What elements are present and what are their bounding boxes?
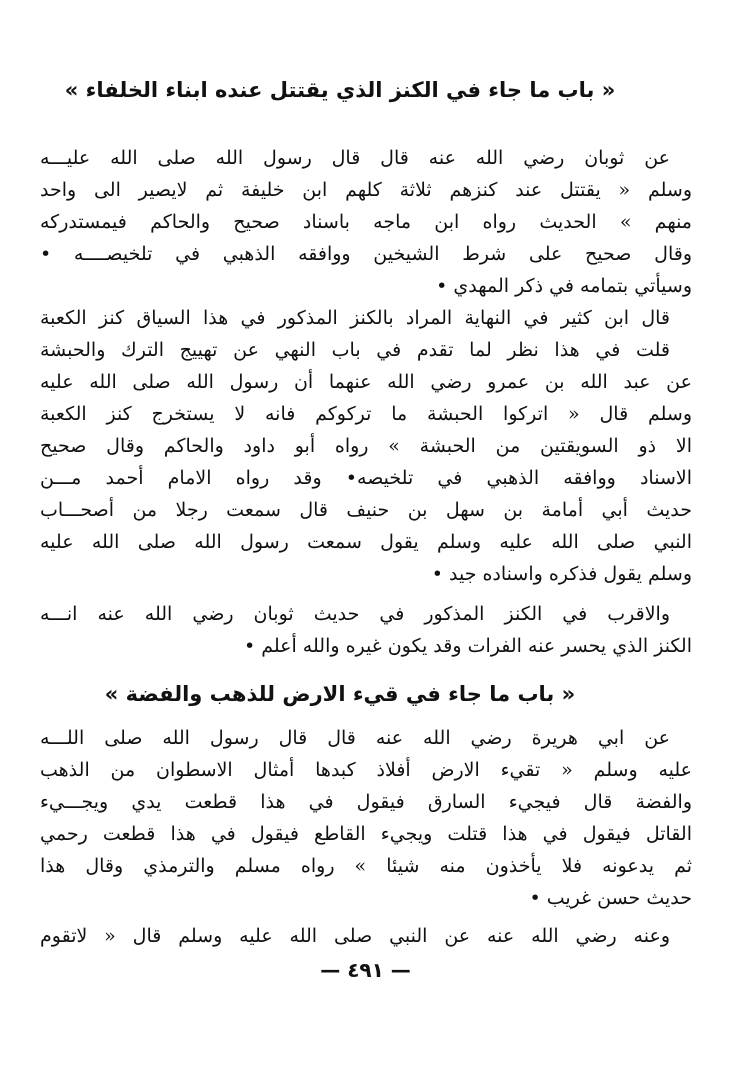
text-line: النبي صلى الله عليه وسلم يقول سمعت رسول الله صلى الله عليه [40, 531, 692, 553]
text-line: القاتل فيقول في هذا قتلت ويجيء القاطع فيقول في هذا قطعت رحمي [40, 823, 692, 845]
text-line: الكنز الذي يحسر عنه الفرات وقد يكون غيره والله أعلم • [243, 635, 692, 657]
text-line: وسلم قال « اتركوا الحبشة ما تركوكم فانه لا يستخرج كنز الكعبة [40, 403, 692, 425]
text-line: والفضة قال فيجيء السارق فيقول في هذا قطعت يدي ويجـــيء [40, 791, 692, 813]
page-number: — ٤٩١ — [320, 958, 411, 982]
text-line: منهم » الحديث رواه ابن ماجه باسناد صحيح والحاكم فيمستدركه [40, 211, 692, 233]
text-line: عليه وسلم « تقيء الارض أفلاذ كبدها أمثال الاسطوان من الذهب [40, 759, 692, 781]
text-line: الاسناد ووافقه الذهبي في تلخيصه• وقد رواه الامام أحمد مـــن [40, 467, 692, 489]
text-line: حديث حسن غريب • [529, 887, 692, 909]
text-line: وسلم « يقتتل عند كنزهم ثلاثة كلهم ابن خليفة ثم لايصير الى واحد [40, 179, 692, 201]
chapter-heading-earth-vomit: « باب ما جاء في قيء الارض للذهب والفضة » [104, 682, 576, 706]
text-line: وعنه رضي الله عنه عن النبي صلى الله عليه وسلم قال « لاتقوم [40, 925, 670, 947]
text-line: عن عبد الله بن عمرو رضي الله عنهما أن رسول الله صلى الله عليه [40, 371, 692, 393]
text-line: قال ابن كثير في النهاية المراد بالكنز المذكور في هذا السياق كنز الكعبة [40, 307, 670, 329]
text-line: وسيأتي بتمامه في ذكر المهدي • [436, 275, 692, 297]
text-line: والاقرب في الكنز المذكور في حديث ثوبان رضي الله عنه انـــه [40, 603, 670, 625]
text-line: الا ذو السويقتين من الحبشة » رواه أبو داود والحاكم وقال صحيح [40, 435, 692, 457]
text-line: ثم يدعونه فلا يأخذون منه شيئا » رواه مسلم والترمذي وقال هذا [40, 855, 692, 877]
text-line: عن ثوبان رضي الله عنه قال قال رسول الله صلى الله عليـــه [40, 147, 670, 169]
text-line: قلت في هذا نظر لما تقدم في باب النهي عن تهييج الترك والحبشة [40, 339, 670, 361]
text-line: حديث أبي أمامة بن سهل بن حنيف قال سمعت رجلا من أصحـــاب [40, 499, 692, 521]
text-line: وسلم يقول فذكره واسناده جيد • [431, 563, 692, 585]
text-line: وقال صحيح على شرط الشيخين ووافقه الذهبي في تلخيصــــه • [40, 243, 692, 265]
chapter-heading-treasure: « باب ما جاء في الكنز الذي يقتتل عنده ابناء الخلفاء » [64, 78, 616, 102]
text-line: عن ابي هريرة رضي الله عنه قال قال رسول الله صلى اللـــه [40, 727, 670, 749]
